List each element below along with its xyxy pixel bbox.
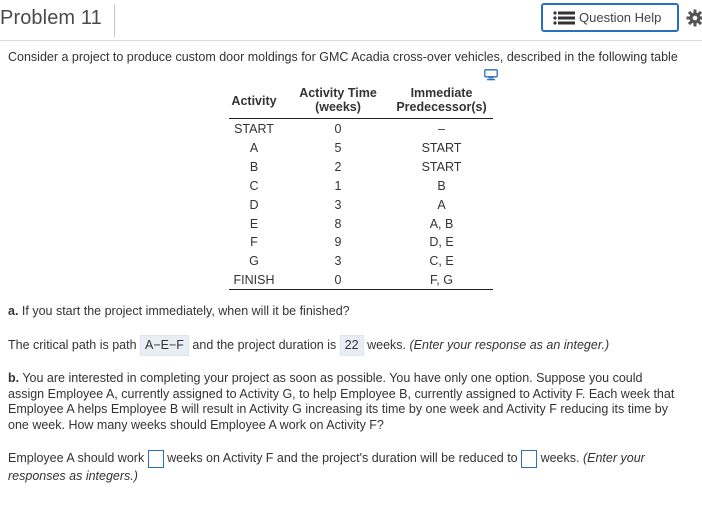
table-cell-activity: START xyxy=(234,122,274,136)
table-cell-time: 3 xyxy=(334,254,342,269)
table-header-rule xyxy=(229,118,493,119)
question-help-label: Question Help xyxy=(579,10,662,25)
table-cell-pred: A xyxy=(437,197,446,212)
table-cell-activity: B xyxy=(249,159,259,174)
page-title: Problem 11 xyxy=(0,7,102,29)
part-b-label: b. xyxy=(8,371,20,385)
part-b-answer-prefix: Employee A should work xyxy=(8,451,148,465)
table-cell-time: 8 xyxy=(334,216,342,231)
table-cell-pred: F, G xyxy=(430,273,453,288)
part-a-question-text: If you start the project immediately, when will it be finished? xyxy=(18,304,350,318)
part-a-question xyxy=(8,304,350,318)
table-bottom-rule xyxy=(229,289,493,290)
table-cell-time: 2 xyxy=(334,159,342,174)
gear-icon[interactable] xyxy=(686,9,702,27)
table-cell-pred: START xyxy=(421,140,462,155)
part-b-line4: one week. How many weeks should Employee A work on Activity F? xyxy=(8,417,384,432)
table-cell-pred: START xyxy=(421,159,462,174)
part-a-answer-mid: and the project duration is xyxy=(188,338,340,352)
table-cell-activity: F xyxy=(250,235,258,250)
table-cell-time: 3 xyxy=(334,197,342,212)
duration-answer[interactable]: 22 xyxy=(340,335,364,356)
part-a-answer-suffix: weeks. xyxy=(363,338,407,352)
part-a-answer-prefix: The critical path is path xyxy=(8,338,141,352)
part-b-line1: You are interested in completing your project as soon as possible. You have only one option. Suppose you could xyxy=(19,371,643,385)
part-b-question xyxy=(8,371,674,433)
part-b-answer xyxy=(8,448,645,468)
table-cell-time: 5 xyxy=(334,140,342,155)
table-cell-pred: C, E xyxy=(429,254,454,269)
table-cell-pred: – xyxy=(438,122,445,136)
header-time-line2: (weeks) xyxy=(315,100,361,114)
table-cell-activity: C xyxy=(249,178,259,193)
part-b-answer-suffix: weeks. xyxy=(537,451,580,465)
part-a-hint: (Enter your response as an integer.) xyxy=(409,338,610,352)
header-pred-line2: Predecessor(s) xyxy=(396,100,487,114)
weeks-on-f-input[interactable] xyxy=(148,450,164,468)
table-cell-time: 1 xyxy=(334,178,342,193)
part-a-answer xyxy=(8,335,609,356)
reduced-duration-input[interactable] xyxy=(521,450,537,468)
header-predecessors xyxy=(390,86,493,114)
table-cell-time: 0 xyxy=(334,273,342,288)
title-separator xyxy=(114,4,115,37)
table-cell-pred: B xyxy=(437,178,446,193)
question-help-button[interactable] xyxy=(541,3,679,32)
table-cell-pred: D, E xyxy=(429,235,454,250)
header-pred-line1: Immediate xyxy=(410,86,473,100)
table-cell-time: 0 xyxy=(334,122,342,136)
table-cell-activity: A xyxy=(249,140,259,155)
table-cell-time: 9 xyxy=(334,235,342,250)
part-b-hint-line2: responses as integers.) xyxy=(8,469,138,483)
list-icon xyxy=(553,11,575,25)
table-cell-pred: A, B xyxy=(429,216,454,231)
header-time-line1: Activity Time xyxy=(299,86,377,100)
part-b-answer-mid: weeks on Activity F and the project's duration will be reduced to xyxy=(163,451,522,465)
part-b-line2: assign Employee A, currently assigned to Activity G, to help Employee B, currently assigned to Activity F. Each week that xyxy=(8,386,675,401)
critical-path-answer[interactable]: A−E−F xyxy=(140,335,189,356)
table-cell-activity: E xyxy=(249,216,259,231)
expand-table-icon[interactable] xyxy=(484,69,498,81)
table-cell-activity: G xyxy=(249,254,259,269)
header-activity: Activity xyxy=(231,94,277,108)
part-b-hint-line1: (Enter your xyxy=(582,451,645,465)
table-cell-activity: D xyxy=(249,197,259,212)
part-a-label: a. xyxy=(8,304,19,318)
part-b-line3: Employee A helps Employee B will result in Activity G increasing its time by one week and Activity F reducing its time by xyxy=(8,402,669,416)
header-activity-time xyxy=(290,86,386,114)
header-divider xyxy=(0,40,702,41)
problem-intro: Consider a project to produce custom door moldings for GMC Acadia cross-over vehicles, described in the following table xyxy=(8,50,678,64)
table-cell-activity: FINISH xyxy=(233,273,275,288)
